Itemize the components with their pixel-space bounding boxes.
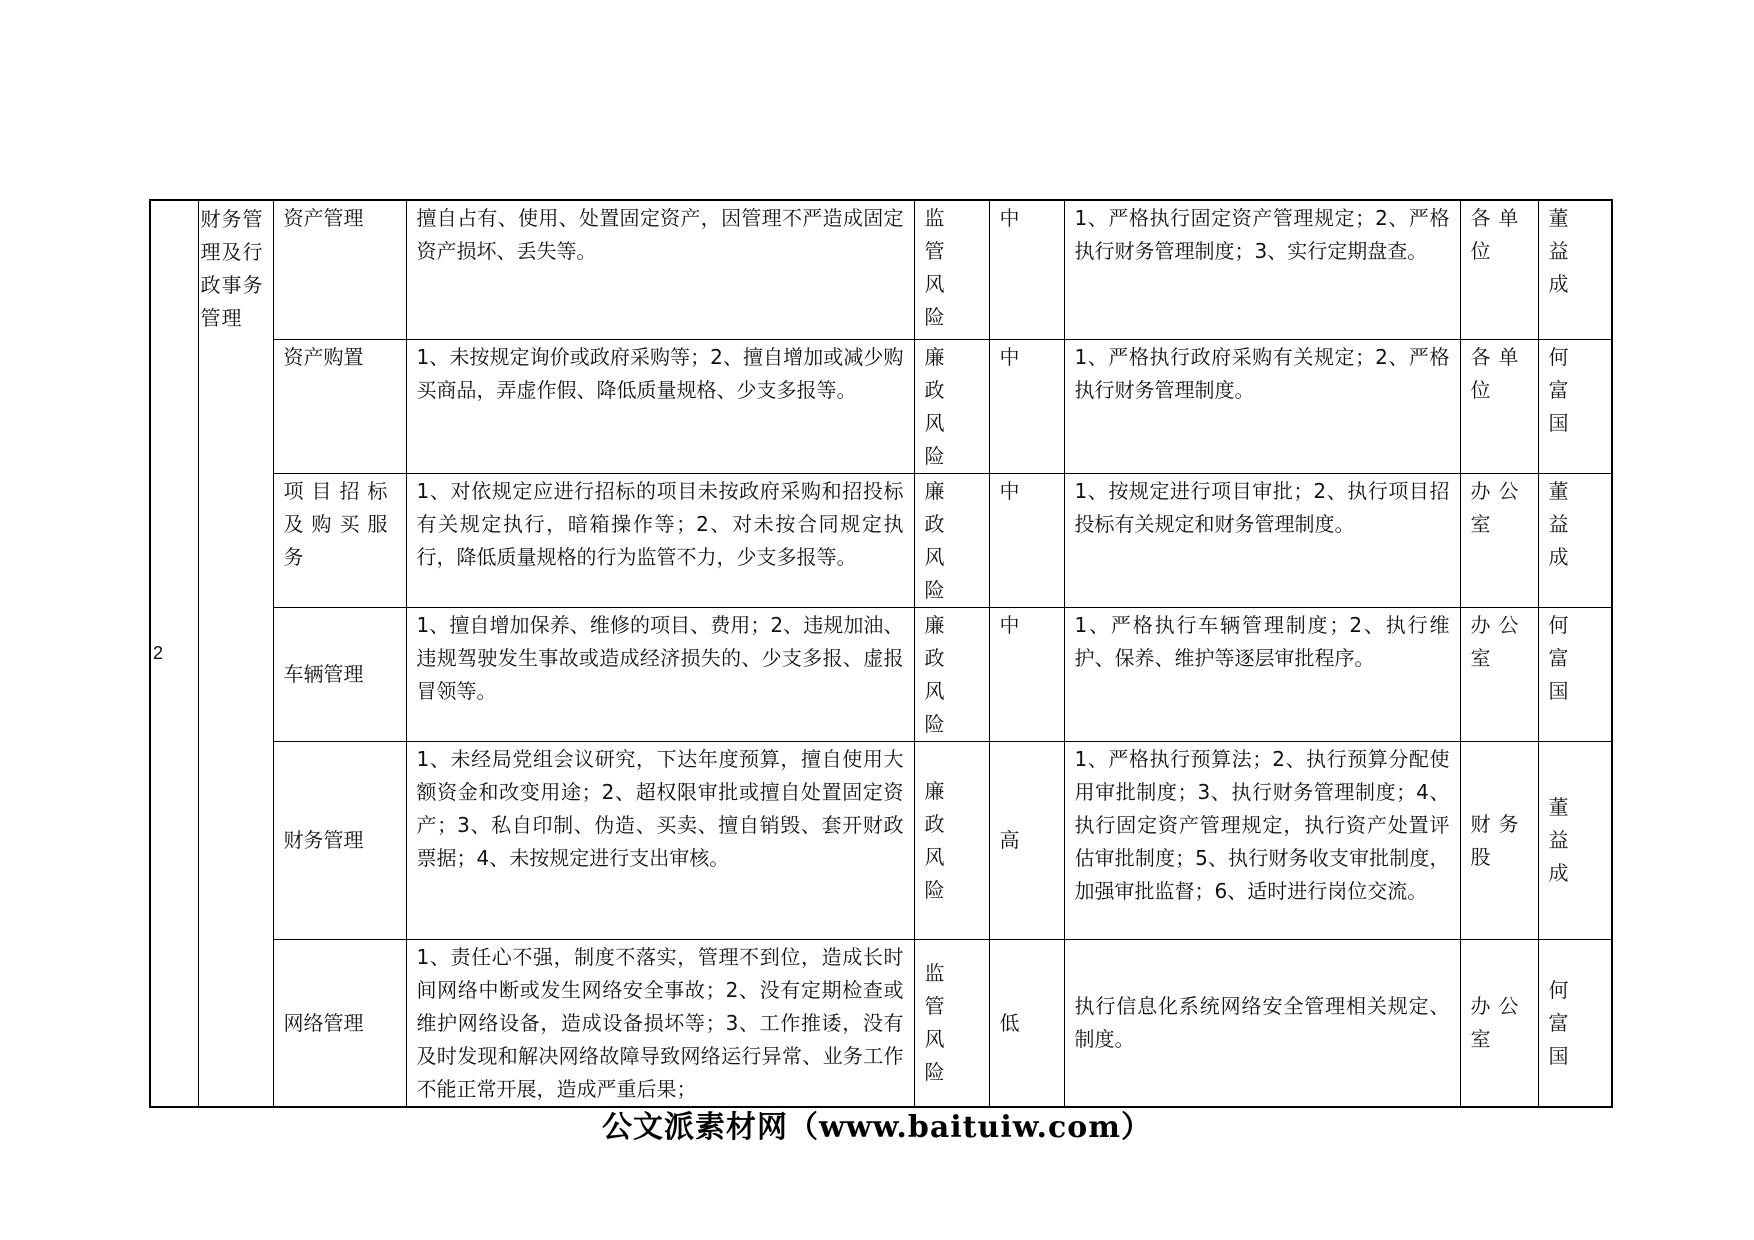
table-row xyxy=(150,741,1612,939)
description-cell: 1、责任心不强，制度不落实，管理不到位，造成长时间网络中断或发生网络安全事故；2、没有定期检查或维护网络设备，造成设备损坏等；3、工作推诿，没有及时发现和解决网络故障导致网络运行异常、业务工作不能正常开展，造成严重后果； xyxy=(406,939,914,1107)
table-row xyxy=(150,200,1612,339)
risk-level-cell: 中 xyxy=(989,607,1064,741)
responsible-person-cell: 何富国 xyxy=(1538,339,1612,473)
risk-type-cell: 监管风险 xyxy=(914,200,989,339)
table-row xyxy=(150,473,1612,607)
measures-cell: 1、严格执行预算法；2、执行预算分配使用审批制度；3、执行财务管理制度；4、执行固定资产管理规定，执行资产处置评估审批制度；5、执行财务收支审批制度，加强审批监督；6、适时进行岗位交流。 xyxy=(1064,741,1460,939)
item-cell: 资产购置 xyxy=(273,339,406,473)
item-cell: 资产管理 xyxy=(273,200,406,339)
description-cell: 1、未经局党组会议研究，下达年度预算，擅自使用大额资金和改变用途；2、超权限审批或擅自处置固定资产；3、私自印制、伪造、买卖、擅自销毁、套开财政票据；4、未按规定进行支出审核。 xyxy=(406,741,914,939)
responsible-unit-cell: 办公室 xyxy=(1460,607,1538,741)
measures-cell: 1、严格执行政府采购有关规定；2、严格执行财务管理制度。 xyxy=(1064,339,1460,473)
risk-level-cell: 低 xyxy=(989,939,1064,1107)
measures-cell: 1、严格执行车辆管理制度；2、执行维护、保养、维护等逐层审批程序。 xyxy=(1064,607,1460,741)
item-cell: 项目招标及购买服务 xyxy=(273,473,406,607)
footer-watermark-text: 公文派素材网（www.baituiw.com） xyxy=(601,1110,1153,1145)
responsible-person-cell: 何富国 xyxy=(1538,607,1612,741)
description-cell: 1、擅自增加保养、维修的项目、费用；2、违规加油、违规驾驶发生事故或造成经济损失的、少支多报、虚报冒领等。 xyxy=(406,607,914,741)
responsible-unit-cell: 办公室 xyxy=(1460,473,1538,607)
sequence-number: 2 xyxy=(150,200,198,1107)
measures-cell: 1、严格执行固定资产管理规定；2、严格执行财务管理制度；3、实行定期盘查。 xyxy=(1064,200,1460,339)
risk-level-cell: 中 xyxy=(989,473,1064,607)
table-row xyxy=(150,339,1612,473)
description-cell: 擅自占有、使用、处置固定资产，因管理不严造成固定资产损坏、丢失等。 xyxy=(406,200,914,339)
item-cell: 财务管理 xyxy=(273,741,406,939)
risk-table xyxy=(149,199,1613,1108)
responsible-unit-cell: 财务股 xyxy=(1460,741,1538,939)
responsible-unit-cell: 各单位 xyxy=(1460,200,1538,339)
responsible-person-cell: 何富国 xyxy=(1538,939,1612,1107)
risk-level-cell: 中 xyxy=(989,339,1064,473)
responsible-person-cell: 董益成 xyxy=(1538,741,1612,939)
responsible-person-cell: 董益成 xyxy=(1538,200,1612,339)
risk-type-cell: 监管风险 xyxy=(914,939,989,1107)
item-cell: 车辆管理 xyxy=(273,607,406,741)
risk-level-cell: 中 xyxy=(989,200,1064,339)
responsible-unit-cell: 办公室 xyxy=(1460,939,1538,1107)
description-cell: 1、对依规定应进行招标的项目未按政府采购和招投标有关规定执行，暗箱操作等；2、对未按合同规定执行，降低质量规格的行为监管不力，少支多报等。 xyxy=(406,473,914,607)
measures-cell: 执行信息化系统网络安全管理相关规定、制度。 xyxy=(1064,939,1460,1107)
category-cell: 财务管理及行政事务管理 xyxy=(198,200,273,1107)
description-cell: 1、未按规定询价或政府采购等；2、擅自增加或减少购买商品，弄虚作假、降低质量规格、少支多报等。 xyxy=(406,339,914,473)
risk-type-cell: 廉政风险 xyxy=(914,473,989,607)
responsible-unit-cell: 各单位 xyxy=(1460,339,1538,473)
table-row xyxy=(150,607,1612,741)
responsible-person-cell: 董益成 xyxy=(1538,473,1612,607)
measures-cell: 1、按规定进行项目审批；2、执行项目招投标有关规定和财务管理制度。 xyxy=(1064,473,1460,607)
risk-type-cell: 廉政风险 xyxy=(914,339,989,473)
risk-type-cell: 廉政风险 xyxy=(914,607,989,741)
item-cell: 网络管理 xyxy=(273,939,406,1107)
risk-type-cell: 廉政风险 xyxy=(914,741,989,939)
table-row xyxy=(150,939,1612,1107)
risk-level-cell: 高 xyxy=(989,741,1064,939)
